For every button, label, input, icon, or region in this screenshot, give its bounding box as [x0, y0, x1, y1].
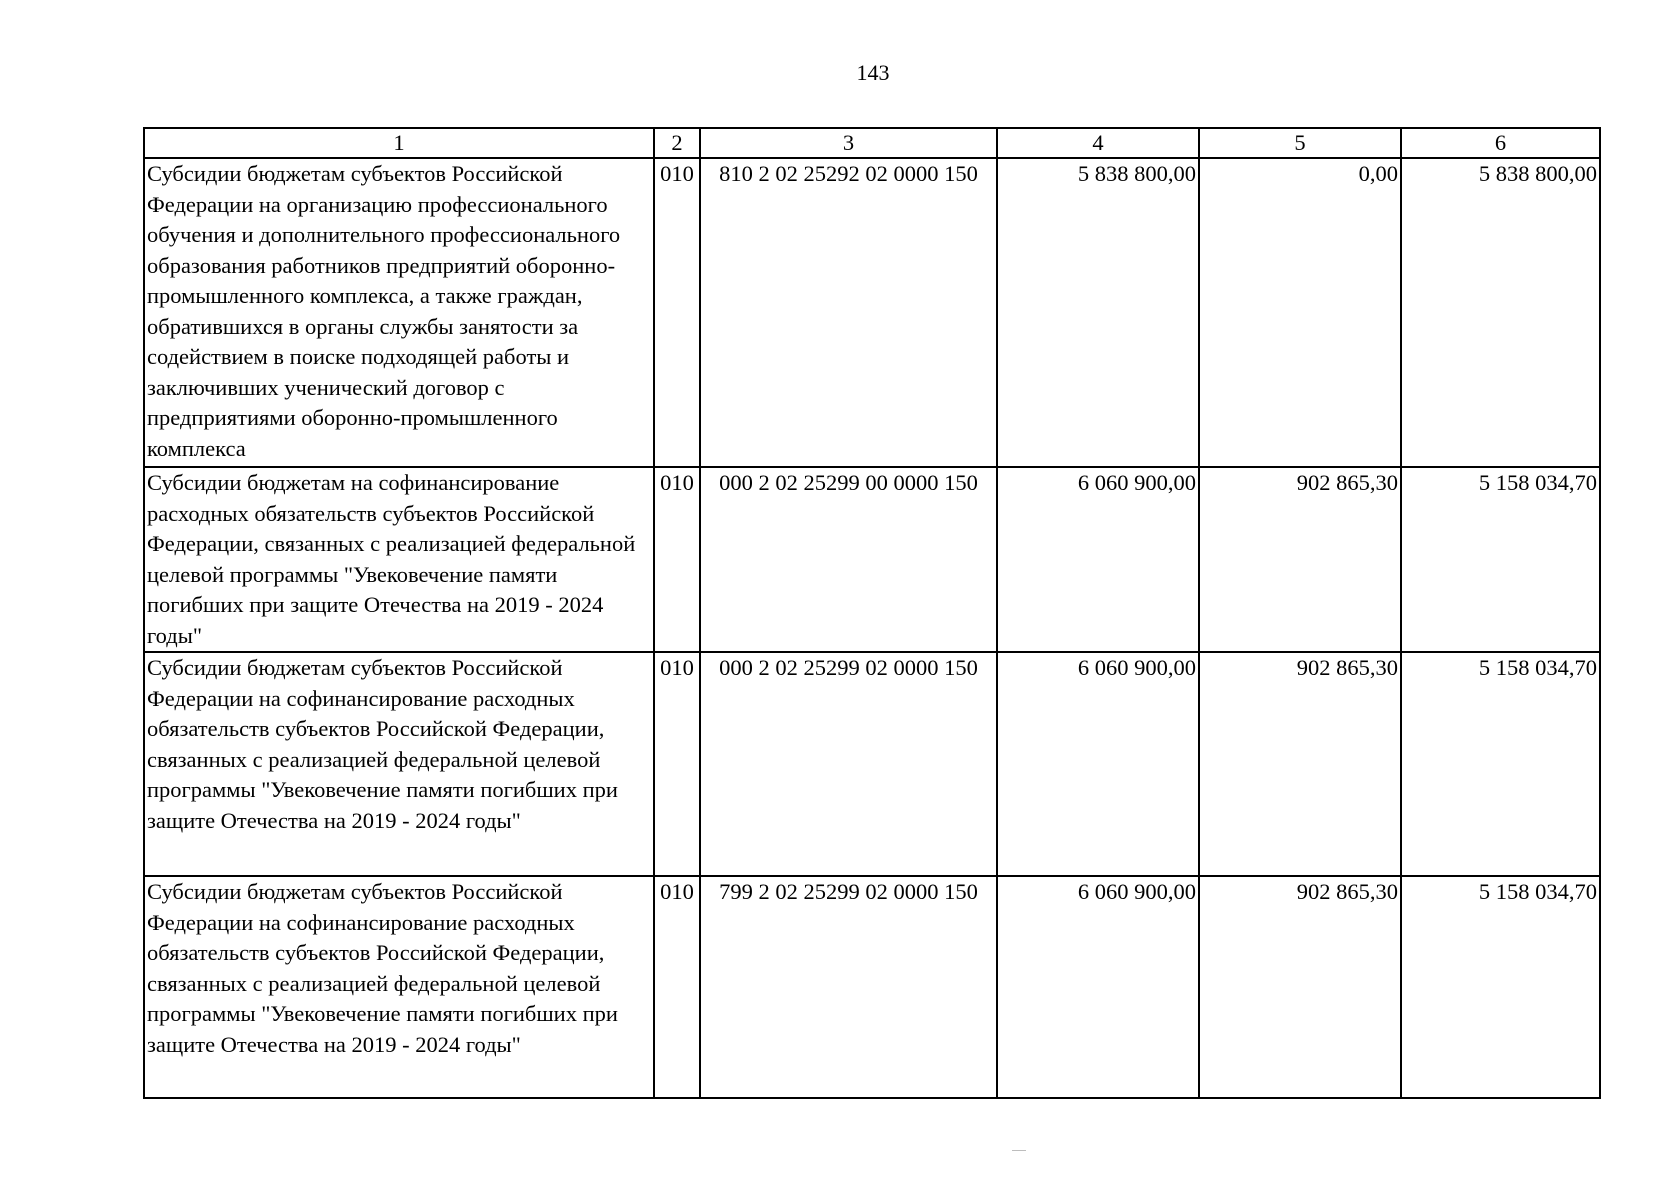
- row-col4-value: 6 060 900,00: [997, 876, 1199, 1098]
- column-header-6: 6: [1401, 128, 1600, 158]
- page-number: 143: [856, 60, 890, 85]
- row-col5-value: 902 865,30: [1199, 467, 1401, 652]
- row-code: 010: [654, 652, 700, 876]
- row-classification-code: 000 2 02 25299 00 0000 150: [700, 467, 997, 652]
- scan-mark: [1012, 1150, 1026, 1151]
- row-name: Субсидии бюджетам субъектов Российской Федерации на софинансирование расходных обязательств субъектов Российской Федерации, связанных с реализацией федеральной целевой программы "Увековечение памяти погибших при защите Отечества на 2019 - 2024 годы": [144, 652, 654, 876]
- row-name: Субсидии бюджетам субъектов Российской Федерации на софинансирование расходных обязательств субъектов Российской Федерации, связанных с реализацией федеральной целевой программы "Увековечение памяти погибших при защите Отечества на 2019 - 2024 годы": [144, 876, 654, 1098]
- table-row: [144, 467, 1600, 652]
- row-col4-value: 6 060 900,00: [997, 467, 1199, 652]
- row-name: Субсидии бюджетам субъектов Российской Федерации на организацию профессионального обучения и дополнительного профессионального образования работников предприятий оборонно-промышленного комплекса, а также граждан, обратившихся в органы службы занятости за содействием в поиске подходящей работы и заключивших ученический договор с предприятиями оборонно-промышленного комплекса: [144, 158, 654, 467]
- table-row: [144, 158, 1600, 467]
- row-col5-value: 0,00: [1199, 158, 1401, 467]
- row-col4-value: 6 060 900,00: [997, 652, 1199, 876]
- row-code: 010: [654, 876, 700, 1098]
- row-col6-value: 5 838 800,00: [1401, 158, 1600, 467]
- row-code: 010: [654, 158, 700, 467]
- row-col4-value: 5 838 800,00: [997, 158, 1199, 467]
- table-row: [144, 652, 1600, 876]
- row-col6-value: 5 158 034,70: [1401, 876, 1600, 1098]
- row-col6-value: 5 158 034,70: [1401, 652, 1600, 876]
- table-row: [144, 876, 1600, 1098]
- row-name: Субсидии бюджетам на софинансирование расходных обязательств субъектов Российской Федерации, связанных с реализацией федеральной целевой программы "Увековечение памяти погибших при защите Отечества на 2019 - 2024 годы": [144, 467, 654, 652]
- column-header-3: 3: [700, 128, 997, 158]
- column-header-5: 5: [1199, 128, 1401, 158]
- column-header-4: 4: [997, 128, 1199, 158]
- table-header-row: [144, 128, 1600, 158]
- budget-table: [143, 127, 1601, 1099]
- row-classification-code: 000 2 02 25299 02 0000 150: [700, 652, 997, 876]
- column-header-2: 2: [654, 128, 700, 158]
- row-col5-value: 902 865,30: [1199, 652, 1401, 876]
- row-code: 010: [654, 467, 700, 652]
- row-classification-code: 799 2 02 25299 02 0000 150: [700, 876, 997, 1098]
- column-header-1: 1: [144, 128, 654, 158]
- row-classification-code: 810 2 02 25292 02 0000 150: [700, 158, 997, 467]
- row-col6-value: 5 158 034,70: [1401, 467, 1600, 652]
- row-col5-value: 902 865,30: [1199, 876, 1401, 1098]
